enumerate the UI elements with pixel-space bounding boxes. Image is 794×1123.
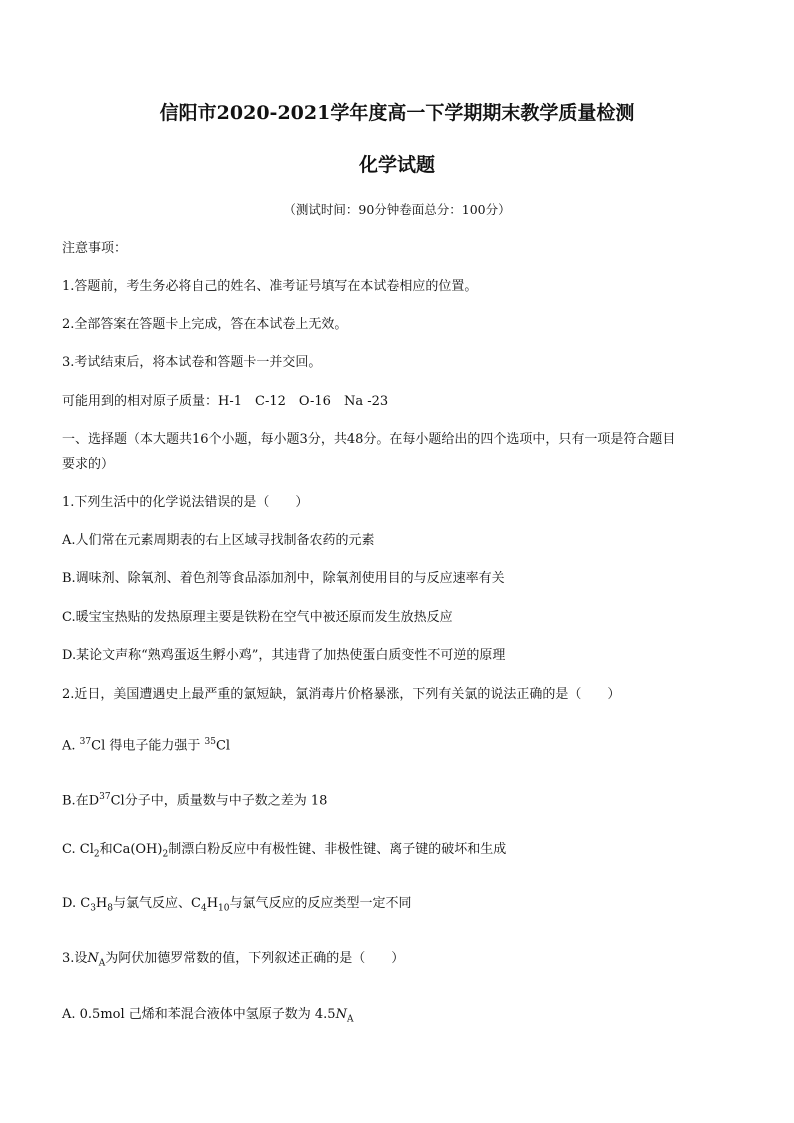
notice-heading: 注意事项： [62,241,128,256]
question-2-stem: 2.近日，美国遭遇史上最严重的氯短缺，氯消毒片价格暴涨，下列有关氯的说法正确的是（ ） [62,687,621,702]
notice-item: 2.全部答案在答题卡上完成，答在本试卷上无效。 [62,317,348,332]
question-3-option-a: A. 0.5mol 己烯和苯混合液体中氢原子数为 $4.5N_A$ [62,1007,354,1025]
question-1-option-d: D.某论文声称“熟鸡蛋返生孵小鸡”，其违背了加热使蛋白质变性不可逆的原理 [62,648,506,663]
question-3-stem: 3.设$N_A$为阿伏加德罗常数的值，下列叙述正确的是（ ） [62,951,405,969]
question-1-option-c: C.暖宝宝热贴的发热原理主要是铁粉在空气中被还原而发生放热反应 [62,610,453,625]
atomic-mass-line: 可能用到的相对原子质量：H-1 C-12 O-16 Na -23 [62,394,389,409]
section-heading-cont: 要求的） [62,457,115,472]
section-heading: 一、选择题（本大题共16个小题，每小题3分，共48分。在每小题给出的四个选项中，只有一项是符合题目 [62,432,676,447]
exam-title: 信阳市2020-2021学年度高一下学期期末教学质量检测 [159,102,635,124]
notice-item: 3.考试结束后，将本试卷和答题卡一并交回。 [62,355,322,370]
question-1-stem: 1.下列生活中的化学说法错误的是（ ） [62,495,309,510]
question-1-option-b: B.调味剂、除氧剂、着色剂等食品添加剂中，除氧剂使用目的与反应速率有关 [62,571,505,586]
time-info: （测试时间：90分钟卷面总分：100分） [283,202,511,217]
question-2-option-c: C. $Cl_2$和$Ca(OH)_2$制漂白粉反应中有极性键、非极性键、离子键的破坏和生成 [62,842,507,860]
notice-item: 1.答题前，考生务必将自己的姓名、准考证号填写在本试卷相应的位置。 [62,279,478,294]
question-2-option-a: A. $^{37}$Cl 得电子能力强于 $^{35}$Cl [62,737,231,754]
question-2-option-d: D. $C_3H_8$与氯气反应、$C_4H_{10}$与氯气反应的反应类型一定不同 [62,896,412,914]
question-1-option-a: A.人们常在元素周期表的右上区域寻找制备农药的元素 [62,533,375,548]
question-2-option-b: B.在$D^{37}Cl$分子中，质量数与中子数之差为 18 [62,792,328,809]
subject-title: 化学试题 [358,154,435,176]
